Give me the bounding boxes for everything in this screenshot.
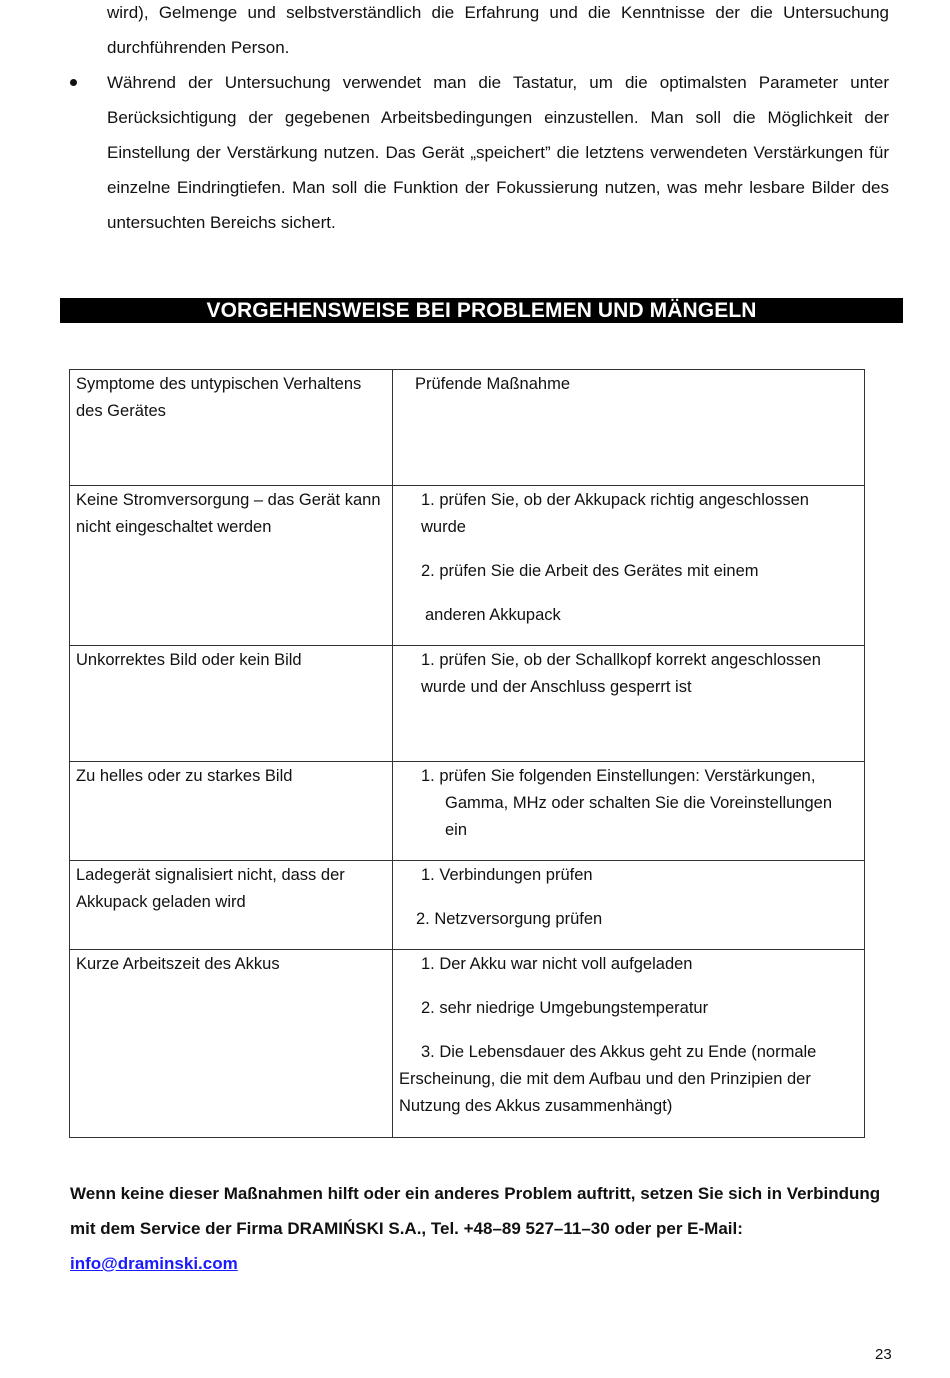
- support-email-link[interactable]: info@draminski.com: [70, 1254, 238, 1273]
- table-row: [70, 486, 865, 646]
- action-item: 1. Verbindungen prüfen: [421, 866, 593, 884]
- intro-paragraph-continued: wird), Gelmenge und selbstverständlich die Erfahrung und die Kenntnisse der die Untersuchung durchführenden Person.: [107, 3, 889, 57]
- action-item: 2. sehr niedrige Umgebungstemperatur: [421, 999, 709, 1017]
- row-actions: [393, 950, 865, 1138]
- table-row: [70, 950, 865, 1138]
- table-row: [70, 762, 865, 861]
- action-item: Gamma, MHz oder schalten Sie die Voreinstellungen ein: [445, 794, 833, 839]
- row-symptom: Zu helles oder zu starkes Bild: [70, 762, 393, 861]
- row-actions: [393, 646, 865, 762]
- action-item: 1. Der Akku war nicht voll aufgeladen: [421, 955, 693, 973]
- row-symptom: Ladegerät signalisiert nicht, dass der Akkupack geladen wird: [70, 861, 393, 950]
- row-symptom: Kurze Arbeitszeit des Akkus: [70, 950, 393, 1138]
- action-item: 1. prüfen Sie folgenden Einstellungen: Verstärkungen,: [421, 767, 816, 785]
- table-header-row: [70, 370, 865, 486]
- bullet-icon: [70, 79, 77, 86]
- action-item: 1. prüfen Sie, ob der Akkupack richtig angeschlossen wurde: [421, 491, 809, 536]
- header-symptom: Symptome des untypischen Verhaltens des Gerätes: [70, 370, 393, 486]
- row-symptom: Keine Stromversorgung – das Gerät kann nicht eingeschaltet werden: [70, 486, 393, 646]
- section-title: VORGEHENSWEISE BEI PROBLEMEN UND MÄNGELN: [60, 298, 903, 323]
- troubleshooting-table: [69, 369, 865, 1138]
- action-item: 2. prüfen Sie die Arbeit des Gerätes mit einem: [421, 562, 759, 580]
- row-actions: [393, 486, 865, 646]
- action-item: 1. prüfen Sie, ob der Schallkopf korrekt angeschlossen wurde und der Anschluss gesperrt ist: [421, 651, 821, 696]
- action-item: anderen Akkupack: [425, 606, 561, 624]
- header-action: [393, 370, 865, 486]
- action-item: 2. Netzversorgung prüfen: [416, 910, 603, 928]
- row-symptom: Unkorrektes Bild oder kein Bild: [70, 646, 393, 762]
- header-action-label: Prüfende Maßnahme: [415, 375, 571, 393]
- action-item: 3. Die Lebensdauer des Akkus geht zu Ende (normale Erscheinung, die mit dem Aufbau und den Prinzipien der Nutzung des Akkus zusammenhängt): [399, 1043, 817, 1115]
- row-actions: [393, 762, 865, 861]
- table-row: [70, 646, 865, 762]
- page-number: 23: [875, 1346, 892, 1363]
- contact-note: Wenn keine dieser Maßnahmen hilft oder ein anderes Problem auftritt, setzen Sie sich in Verbindung mit dem Service der Firma DRAMIŃSKI S.A., Tel. +48–89 527–11–30 oder per E-Mail:: [70, 1184, 881, 1238]
- row-actions: [393, 861, 865, 950]
- intro-paragraph-keyboard: Während der Untersuchung verwendet man die Tastatur, um die optimalsten Parameter unter Berücksichtigung der gegebenen Arbeitsbedingungen einzustellen. Man soll die Möglichkeit der Einstellung der Verstärkung nutzen. Das Gerät „speichert” die letztens verwendeten Verstärkungen für einzelne Eindringtiefen. Man soll die Funktion der Fokussierung nutzen, was mehr lesbare Bilder des untersuchten Bereichs sichert.: [107, 73, 889, 232]
- table-row: [70, 861, 865, 950]
